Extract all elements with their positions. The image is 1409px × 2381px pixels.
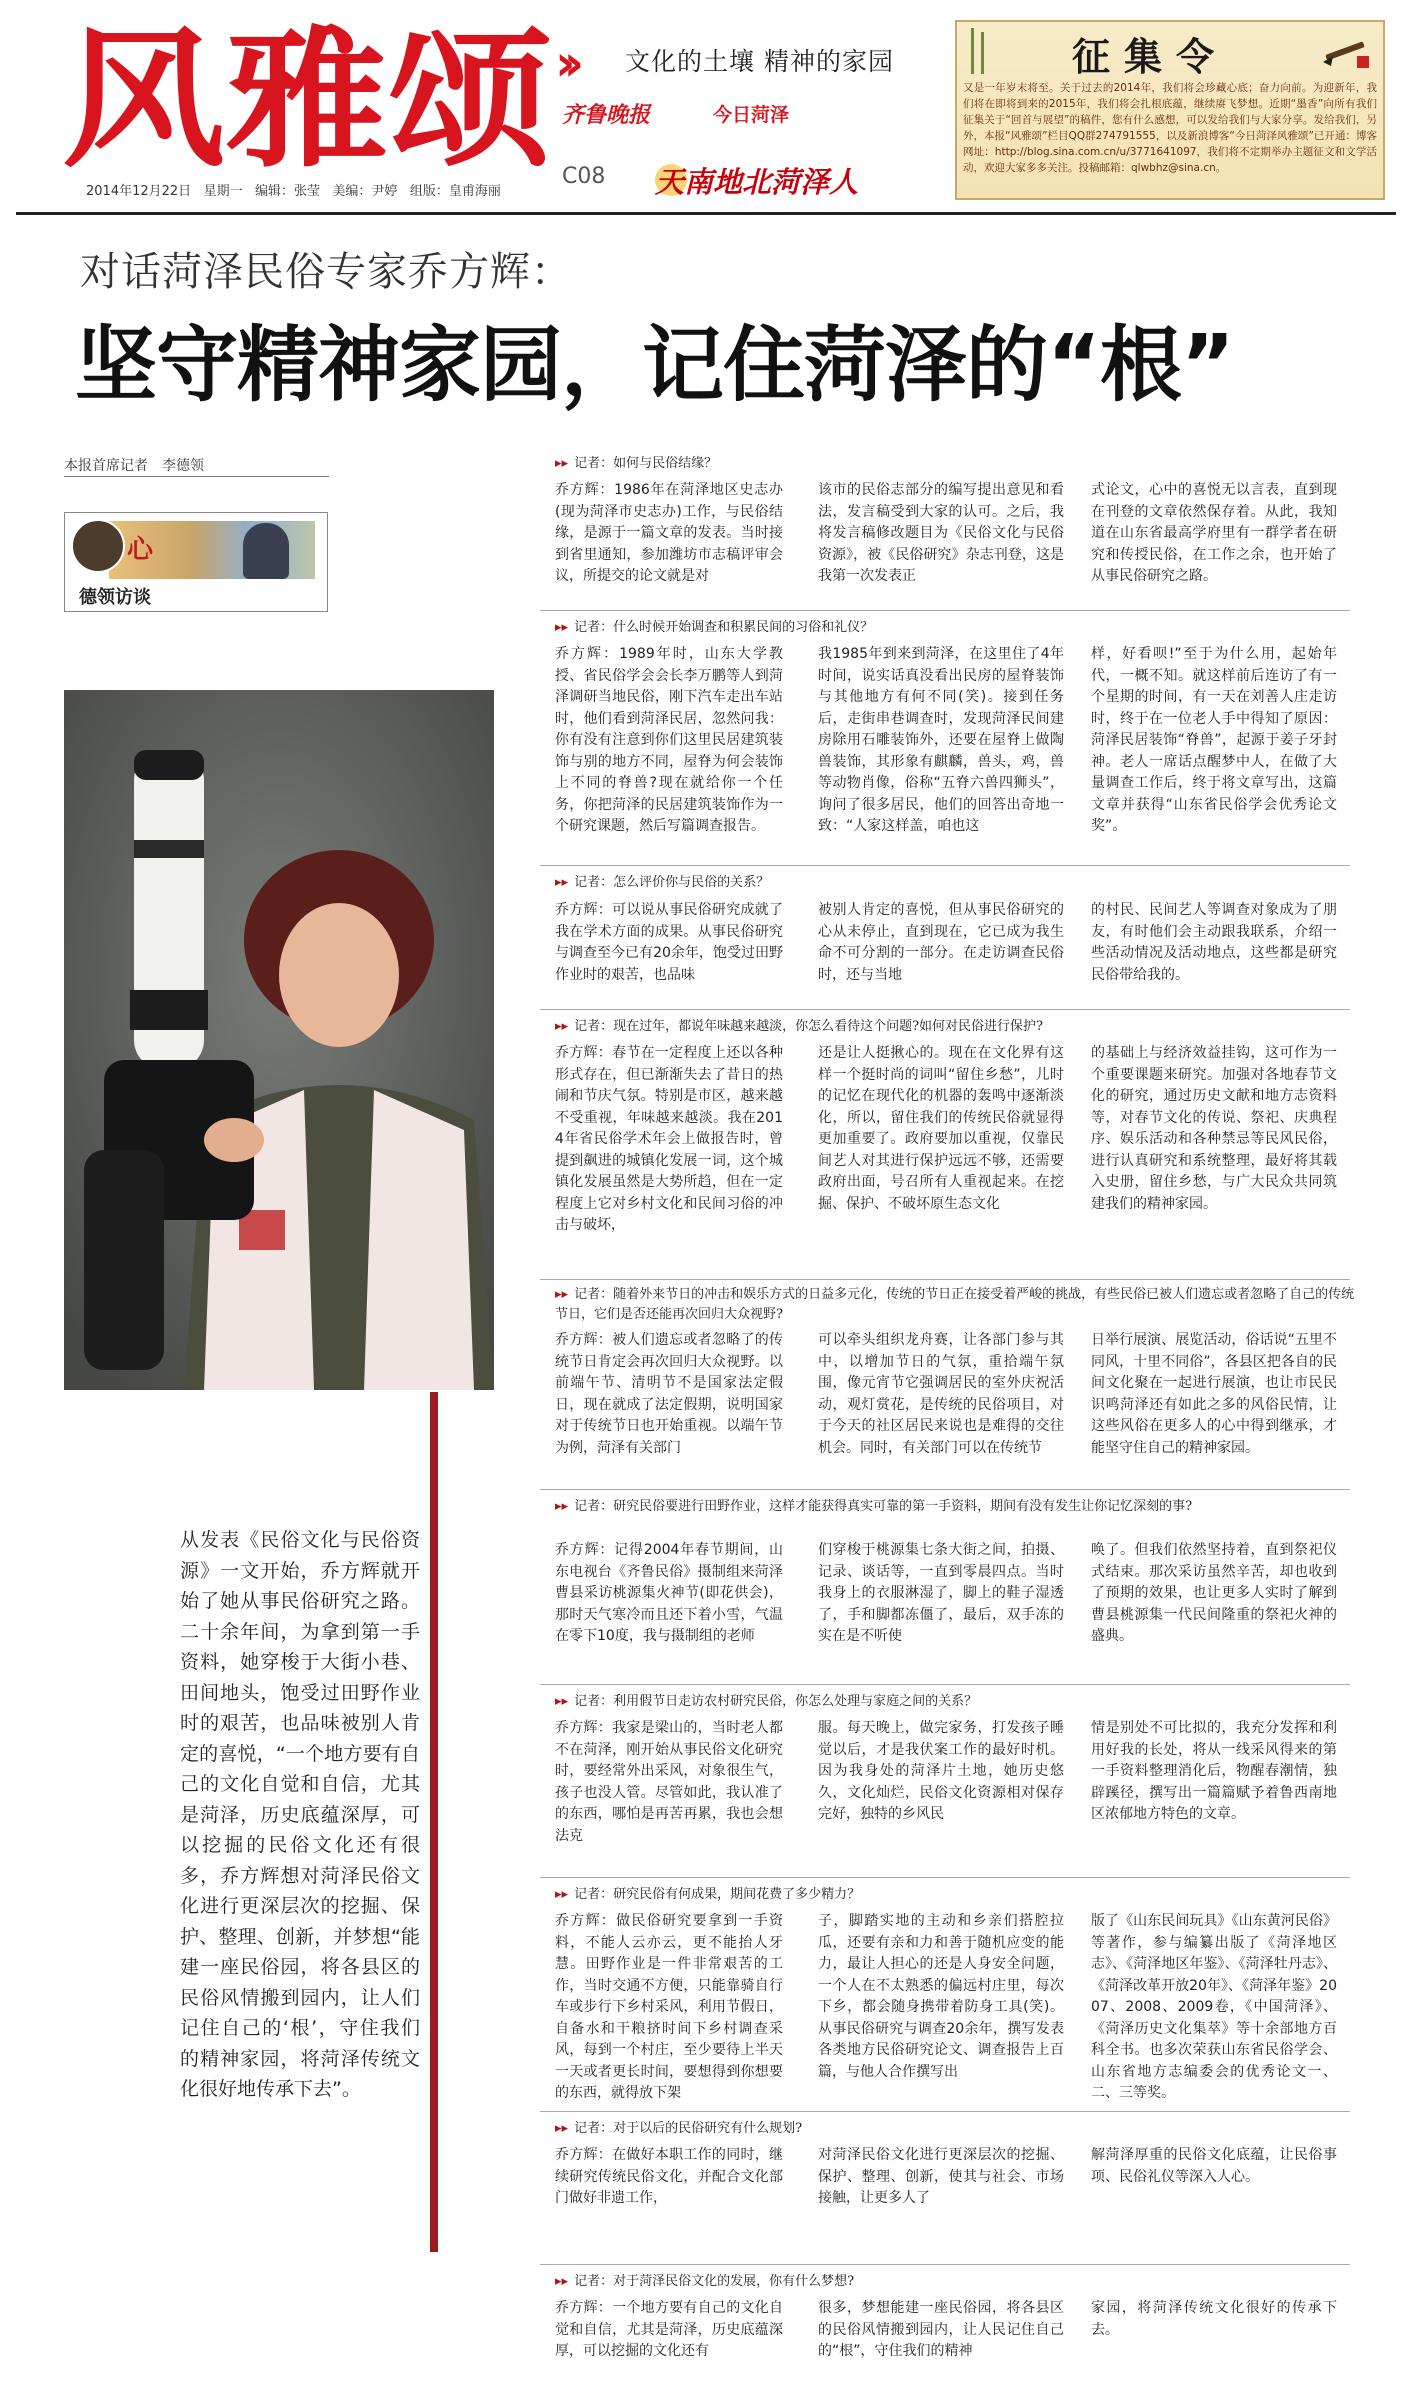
arrow-icon: ▸▸	[555, 1287, 569, 1302]
answer-paragraph-c2: 对菏泽民俗文化进行更深层次的挖掘、保护、整理、创新，使其与社会、市场接触，让更多人了	[818, 2147, 1064, 2206]
question-line	[555, 1883, 860, 1902]
question-text: 记者：随着外来节日的冲击和娱乐方式的日益多元化，传统的节日正在接受着严峻的挑战，有些民俗已被人们遗忘或者忽略了自己的传统节日，它们是否还能再次回归大众视野?	[555, 1287, 1355, 1322]
reporter-photo	[243, 523, 289, 579]
logo-text: 风雅颂	[62, 20, 554, 170]
answer-paragraph-c1: 乔方辉：1986年在菏泽地区史志办(现为菏泽市史志办)工作，与民俗结缘，是源于一篇文章的发表。当时接到省里通知，参加潍坊市志稿评审会议，所提交的论文就是对	[555, 482, 783, 584]
portrait-photo	[64, 690, 494, 1390]
bamboo-decoration	[981, 32, 984, 74]
answer-paragraph-c1: 乔方辉：一个地方要有自己的文化自觉和自信，尤其是菏泽，历史底蕴深厚，可以挖掘的文化还有	[555, 2300, 783, 2359]
question-text: 记者：如何与民俗结缘？	[574, 456, 718, 471]
arrow-icon: ▸▸	[555, 2121, 569, 2136]
answer-paragraph-c1: 乔方辉：可以说从事民俗研究成就了我在学术方面的成果。从事民俗研究与调查至今已有20余年，饱受过田野作业时的艰苦，也品味	[555, 902, 783, 983]
answer-paragraph-c3: 日举行展演、展览活动，俗话说“五里不同风，十里不同俗”，各县区把各自的民间文化聚在一起进行展演，也让市民民识鸣菏泽还有如此之多的风俗民情，让这些风俗在更多人的心中得到继承，才能坚守住自己的精神家园。	[1091, 1332, 1337, 1456]
article-kicker: 对话菏泽民俗专家乔方辉：	[80, 249, 572, 295]
column-name: 德领访谈	[79, 587, 151, 608]
answer-paragraph-c2: 很多，梦想能建一座民俗园，将各县区的民俗风情搬到园内，让人民记住自己的“根”，守住我们的精神	[818, 2300, 1064, 2359]
section-divider	[540, 1279, 1350, 1280]
section-divider	[540, 1684, 1350, 1685]
sub-newspaper-name: 今日菏泽	[713, 104, 790, 126]
section-divider	[540, 1877, 1350, 1878]
answer-paragraph-c2: 服。每天晚上，做完家务，打发孩子睡觉以后，才是我伏案工作的最好时机。因为我身处的菏泽片土地，她历史悠久，文化灿烂，民俗文化资源相对保存完好，独特的乡风民	[818, 1720, 1064, 1822]
answer-paragraph-c3: 家园，将菏泽传统文化很好的传承下去。	[1091, 2300, 1337, 2338]
page-number: C08	[562, 164, 606, 189]
issue-weekday: 星期一	[203, 184, 243, 199]
arrow-icon: ▸▸	[555, 2274, 569, 2289]
question-line	[555, 616, 873, 635]
answer-paragraph-c3: 版了《山东民间玩具》《山东黄河民俗》等著作，参与编纂出版了《菏泽地区志》、《菏泽地区年鉴》、《菏泽牡丹志》、《菏泽改革开放20年》、《菏泽年鉴》2007、2008、2009卷，《中国菏泽》、《菏泽历史文化集萃》等十余部地方百科全书。也多次荣获山东省民俗学会、山东省地方志编委会的优秀论文一、二、三等奖。	[1091, 1913, 1337, 2101]
question-text: 记者：怎么评价你与民俗的关系？	[574, 875, 770, 890]
answer-paragraph-c1: 乔方辉：记得2004年春节期间，山东电视台《齐鲁民俗》摄制组来菏泽曹县采访桃源集火神节(即花供会)，那时天气寒冷而且还下着小雪，气温在零下10度，我与摄制组的老师	[555, 1542, 783, 1644]
call-for-submissions-box	[955, 20, 1385, 200]
arrow-icon: ▸▸	[555, 875, 569, 890]
column-badge	[64, 512, 328, 612]
answer-paragraph-c3: 唤了。但我们依然坚持着，直到祭祀仪式结束。那次采访虽然辛苦，却也收到了预期的效果，也让更多人实时了解到曹县桃源集一代民间隆重的祭祀火神的盛典。	[1091, 1542, 1337, 1644]
section-divider	[540, 1009, 1350, 1010]
answer-paragraph-c2: 还是让人挺揪心的。现在在文化界有这样一个挺时尚的词叫“留住乡愁”，儿时的记忆在现代化的机器的轰鸣中逐渐淡化，所以，留住我们的传统民俗就显得更加重要了。政府要加以重视，仅靠民间艺人对其进行保护远远不够，还需要政府出面，号召所有人重视起来。在挖掘、保护、不破坏原生态文化	[818, 1045, 1064, 1212]
question-text: 记者：对于菏泽民俗文化的发展，你有什么梦想?	[574, 2274, 855, 2289]
top-divider	[16, 212, 1396, 215]
editor: 编辑：张莹	[255, 184, 321, 199]
question-text: 记者：利用假节日走访农村研究民俗，你怎么处理与家庭之间的关系？	[574, 1694, 978, 1709]
answer-paragraph-c1: 乔方辉：春节在一定程度上还以各种形式存在，但已渐渐失去了昔日的热闹和节庆气氛。特别是市区，越来越不受重视，年味越来越淡。我在2014年省民俗学术年会上做报告时，曾提到飙进的城镇化发展一词，这个城镇化发展虽然是大势所趋，但在一定程度上它对乡村文化和民间习俗的冲击与破坏，	[555, 1045, 783, 1233]
answer-paragraph-c2: 该市的民俗志部分的编写提出意见和看法，发言稿受到大家的认可。之后，我将发言稿修改题目为《民俗文化与民俗资源》，被《民俗研究》杂志刊登，这是我第一次发表正	[818, 482, 1064, 584]
answer-paragraph-c2: 们穿梭于桃源集七条大街之间，拍摄、记录、谈话等，一直到零晨四点。当时我身上的衣服淋湿了，脚上的鞋子湿透了，手和脚都冻僵了，最后，双手冻的实在是不听使	[818, 1542, 1064, 1644]
notice-title: 征集令	[1072, 34, 1229, 79]
answer-paragraph-c3: 解菏泽厚重的民俗文化底蕴，让民俗事项、民俗礼仪等深入人心。	[1091, 2147, 1337, 2185]
answer-paragraph-c3: 样，好看呗!”至于为什么用，起始年代，一概不知。就这样前后连访了有一个星期的时间，有一天在刘善人庄走访时，终于在一位老人手中得知了原因：菏泽民居装饰“脊兽”，起源于姜子牙封神。老人一席话点醒梦中人，在做了大量调查工作后，终于将文章写出，这篇文章并获得“山东省民俗学会优秀论文奖”。	[1091, 646, 1337, 834]
proofreader: 组版：皇甫海丽	[409, 184, 501, 199]
bamboo-decoration	[971, 28, 974, 74]
column-banner-word: 心	[127, 535, 154, 565]
answer-paragraph-c1: 乔方辉：做民俗研究要拿到一手资料，不能人云亦云，更不能抬人牙慧。田野作业是一件非常艰苦的工作，当时交通不方便，只能靠骑自行车或步行下乡村采风，利用节假日，自备水和干粮挤时间下乡村调查采风，每到一个村庄，至少要待上半天一天或者更长时间，要想得到你想要的东西，就得放下架	[555, 1913, 783, 2101]
answer-paragraph-c1: 乔方辉：在做好本职工作的同时，继续研究传统民俗文化，并配合文化部门做好非遗工作，	[555, 2147, 783, 2206]
section-slogan: 天南地北菏泽人	[655, 165, 859, 199]
question-line	[555, 871, 769, 890]
question-text: 记者：研究民俗有何成果，期间花费了多少精力？	[574, 1887, 861, 1902]
answer-paragraph-c3: 的基础上与经济效益挂钩，这可作为一个重要课题来研究。加强对各地春节文化的研究，通过历史文献和地方志资料等，对春节文化的传说、祭祀、庆典程序、娱乐活动和各种禁忌等民风民俗，进行认真研究和系统整理，最好将其载入史册，留住乡愁，与广大民众共同筑建我们的精神家园。	[1091, 1045, 1337, 1212]
question-line	[555, 1690, 977, 1709]
brush-icon	[1319, 26, 1373, 74]
issue-date: 2014年12月22日	[86, 184, 192, 199]
byline-divider	[64, 476, 329, 477]
question-text: 记者：研究民俗要进行田野作业，这样才能获得真实可靠的第一手资料，期间有没有发生让你记忆深刻的事?	[574, 1499, 1193, 1514]
question-line	[555, 1015, 1043, 1034]
logo	[62, 20, 562, 170]
arrow-icon: ▸▸	[555, 1887, 569, 1902]
section-divider	[540, 1489, 1350, 1490]
answer-paragraph-c1: 乔方辉：我家是梁山的，当时老人都不在菏泽，刚开始从事民俗文化研究时，要经常外出采风，对象很生气，孩子也没人管。尽管如此，我认准了的东西，哪怕是再苦再累，我也会想法克	[555, 1720, 783, 1844]
answer-paragraph-c3: 式论文，心中的喜悦无以言表，直到现在刊登的文章依然保存着。从此，我知道在山东省最高学府里有一群学者在研究和传授民俗，在工作之余，也开始了从事民俗研究之路。	[1091, 482, 1337, 584]
question-line	[555, 2270, 854, 2289]
answer-paragraph-c2: 我1985年到来到菏泽，在这里住了4年时间，说实话真没看出民房的屋脊装饰与其他地方有何不同(笑)。接到任务后，走街串巷调查时，发现菏泽民间建房除用石雕装饰外，还要在屋脊上做陶兽装饰，其形象有麒麟，兽头，鸡，兽等动物肖像，俗称“五脊六兽四狮头”，询问了很多居民，他们的回答出奇地一致：“人家这样盖，咱也这	[818, 646, 1064, 834]
article-intro: 从发表《民俗文化与民俗资源》一文开始，乔方辉就开始了她从事民俗研究之路。二十余年间，为拿到第一手资料，她穿梭于大街小巷、田间地头，饱受过田野作业时的艰苦，也品味被别人肯定的喜悦，“一个地方要有自己的文化自觉和自信，尤其是菏泽，历史底蕴深厚，可以挖掘的民俗文化还有很多，乔方辉想对菏泽民俗文化进行更深层次的挖掘、保护、整理、创新，并梦想“能建一座民俗园，将各县区的民俗风情搬到园内，让人们记住自己的‘根’，守住我们的精神家园，将菏泽传统文化很好地传承下去”。	[180, 1529, 420, 2100]
section-divider	[540, 610, 1350, 611]
chevron-icon: ››	[555, 34, 573, 92]
newspaper-name: 齐鲁晚报	[562, 102, 651, 128]
answer-paragraph-c3: 情是别处不可比拟的，我充分发挥和利用好我的长处，将从一线采风得来的第一手资料整理消化后，物醒春潮情，独辟蹊径，撰写出一篇篇赋予着鲁西南地区浓郁地方特色的文章。	[1091, 1720, 1337, 1822]
section-divider	[540, 2111, 1350, 2112]
question-line	[555, 1285, 1355, 1325]
arrow-icon: ▸▸	[555, 1019, 569, 1034]
arrow-icon: ▸▸	[555, 1499, 569, 1514]
answer-paragraph-c2: 被别人肯定的喜悦，但从事民俗研究的心从未停止，直到现在，它已成为我生命不可分割的一部分。在走访调查民俗时，还与当地	[818, 902, 1064, 983]
question-line	[555, 1495, 1192, 1514]
question-line	[555, 452, 717, 471]
answer-paragraph-c1: 乔方辉：1989年时，山东大学教授、省民俗学会会长李万鹏等人到菏泽调研当地民俗，刚下汽车走出车站时，他们看到菏泽民居，忽然问我：你有没有注意到你们这里民居建筑装饰与别的地方不同，屋脊为何会装饰上不同的脊兽?现在就给你一个任务，你把菏泽的民居建筑装饰作为一个研究课题，然后写篇调查报告。	[555, 646, 783, 834]
article-headline: 坚守精神家园，记住菏泽的“根”	[75, 318, 1234, 413]
question-line	[555, 2117, 802, 2136]
arrow-icon: ▸▸	[555, 456, 569, 471]
arrow-icon: ▸▸	[555, 620, 569, 635]
designer: 美编：尹婷	[332, 184, 398, 199]
tagline: 文化的土壤 精神的家园	[625, 47, 894, 76]
answer-paragraph-c2: 子，脚踏实地的主动和乡亲们搭腔拉瓜，还要有亲和力和善于随机应变的能力，最让人担心的还是人身安全问题，一个人在不太熟悉的偏远村庄里，每次下乡，都会随身携带着防身工具(笑)。从事民俗研究与调查20余年，撰写发表各类地方民俗研究论文、调查报告上百篇，与他人合作撰写出	[818, 1913, 1064, 2080]
question-text: 记者：现在过年，都说年味越来越淡，你怎么看待这个问题?如何对民俗进行保护?	[574, 1019, 1044, 1034]
arrow-icon: ▸▸	[555, 1694, 569, 1709]
question-text: 记者：什么时候开始调查和积累民间的习俗和礼仪？	[574, 620, 874, 635]
byline: 本报首席记者 李德领	[64, 458, 204, 474]
accent-bar	[430, 1392, 438, 2252]
answer-paragraph-c1: 乔方辉：被人们遗忘或者忽略了的传统节日肯定会再次回归大众视野。以前端午节、清明节不是国家法定假日，现在就成了法定假期，说明国家对于传统节日也开始重视。以端午节为例，菏泽有关部门	[555, 1332, 783, 1456]
section-divider	[540, 865, 1350, 866]
question-text: 记者：对于以后的民俗研究有什么规划?	[574, 2121, 803, 2136]
answer-paragraph-c2: 可以牵头组织龙舟赛，让各部门参与其中，以增加节日的气氛，重拾端午氛围，像元宵节它强调居民的室外庆祝活动，观灯赏花，是传统的民俗项目，对于今天的社区居民来说也是难得的交往机会。同时，有关部门可以在传统节	[818, 1332, 1064, 1456]
notice-body: 又是一年岁末将至。关于过去的2014年，我们将会珍藏心底；奋力向前。为迎新年，我们将在即将到来的2015年，我们将会扎根底蕴，继续赓飞梦想。近期“墨香”向所有我们征集关于“回首与展望”的稿件，您有什么感想，可以发给我们与大家分享。发给我们，另外，本报“风雅颂”栏目QQ群274791555，以及新浪博客“今日菏泽风雅颂”已开通：博客网址：http://blog.sina.com.cn/u/3771641097，我们将不定期举办主题征文和文学活动，欢迎大家多多关注。投稿邮箱：qlwbhz@sina.cn。	[963, 82, 1377, 174]
avatar	[71, 519, 125, 573]
section-divider	[540, 2264, 1350, 2265]
issue-meta	[86, 180, 501, 199]
answer-paragraph-c3: 的村民、民间艺人等调查对象成为了朋友，有时他们会主动跟我联系，介绍一些活动情况及活动地点，这些都是研究民俗带给我的。	[1091, 902, 1337, 983]
